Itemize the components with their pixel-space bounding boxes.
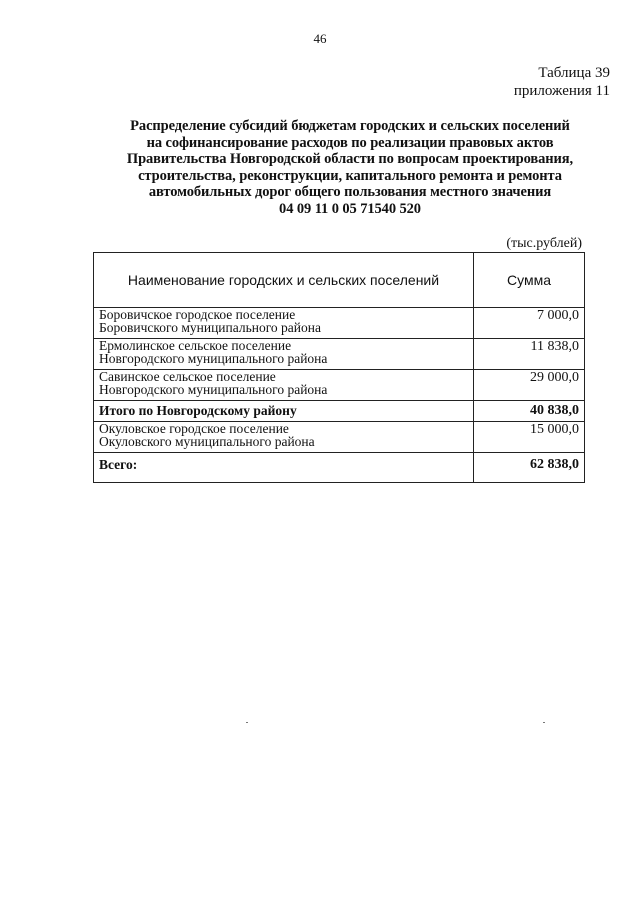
units-label: (тыс.рублей) [506,236,582,251]
district-name: Новгородского муниципального района [99,351,328,366]
page-number: 46 [313,31,327,46]
grand-total-row [94,453,585,483]
table-reference [514,64,610,100]
settlement-name: Боровичское городское поселение [99,307,296,322]
subtotal-amount: 40 838,0 [474,401,585,422]
title-line: Правительства Новгородской области по вопросам проектирования, [126,151,574,167]
title-line: на софинансирование расходов по реализации правовых актов [146,134,554,151]
grand-total-amount: 62 838,0 [474,453,585,483]
table-header-row [94,253,585,308]
subtotal-label: Итого по Новгородскому району [94,401,474,422]
grand-total-label: Всего: [94,453,474,483]
district-name: Боровичского муниципального района [99,320,321,335]
subtotal-row [94,401,585,422]
table-row [94,422,585,453]
title-line: строительства, реконструкции, капитального ремонта и ремонта [138,167,562,184]
amount-cell: 29 000,0 [474,370,585,401]
settlement-name-cell [94,308,474,339]
settlement-name: Окуловское городское поселение [99,421,289,436]
scan-speck [543,722,545,723]
district-name: Окуловского муниципального района [99,434,315,449]
settlement-name: Савинское сельское поселение [99,369,276,384]
scan-speck [246,722,248,723]
district-name: Новгородского муниципального района [99,382,328,397]
table-number: Таблица 39 [538,65,610,81]
table-row [94,370,585,401]
budget-code: 04 09 11 0 05 71540 520 [279,200,421,217]
settlement-name-cell [94,422,474,453]
title-line: автомобильных дорог общего пользования местного значения [148,184,552,200]
amount-cell: 11 838,0 [474,339,585,370]
header-settlement-name: Наименование городских и сельских поселений [94,253,474,308]
title-line: Распределение субсидий бюджетам городских и сельских поселений [130,118,570,134]
header-amount: Сумма [474,253,585,308]
table-row [94,308,585,339]
document-title [60,118,640,217]
settlement-name-cell [94,370,474,401]
settlement-name-cell [94,339,474,370]
subsidy-table [93,252,585,483]
settlement-name: Ермолинское сельское поселение [99,338,292,353]
amount-cell: 15 000,0 [474,422,585,453]
appendix-reference: приложения 11 [513,83,610,99]
amount-cell: 7 000,0 [474,308,585,339]
table-row [94,339,585,370]
